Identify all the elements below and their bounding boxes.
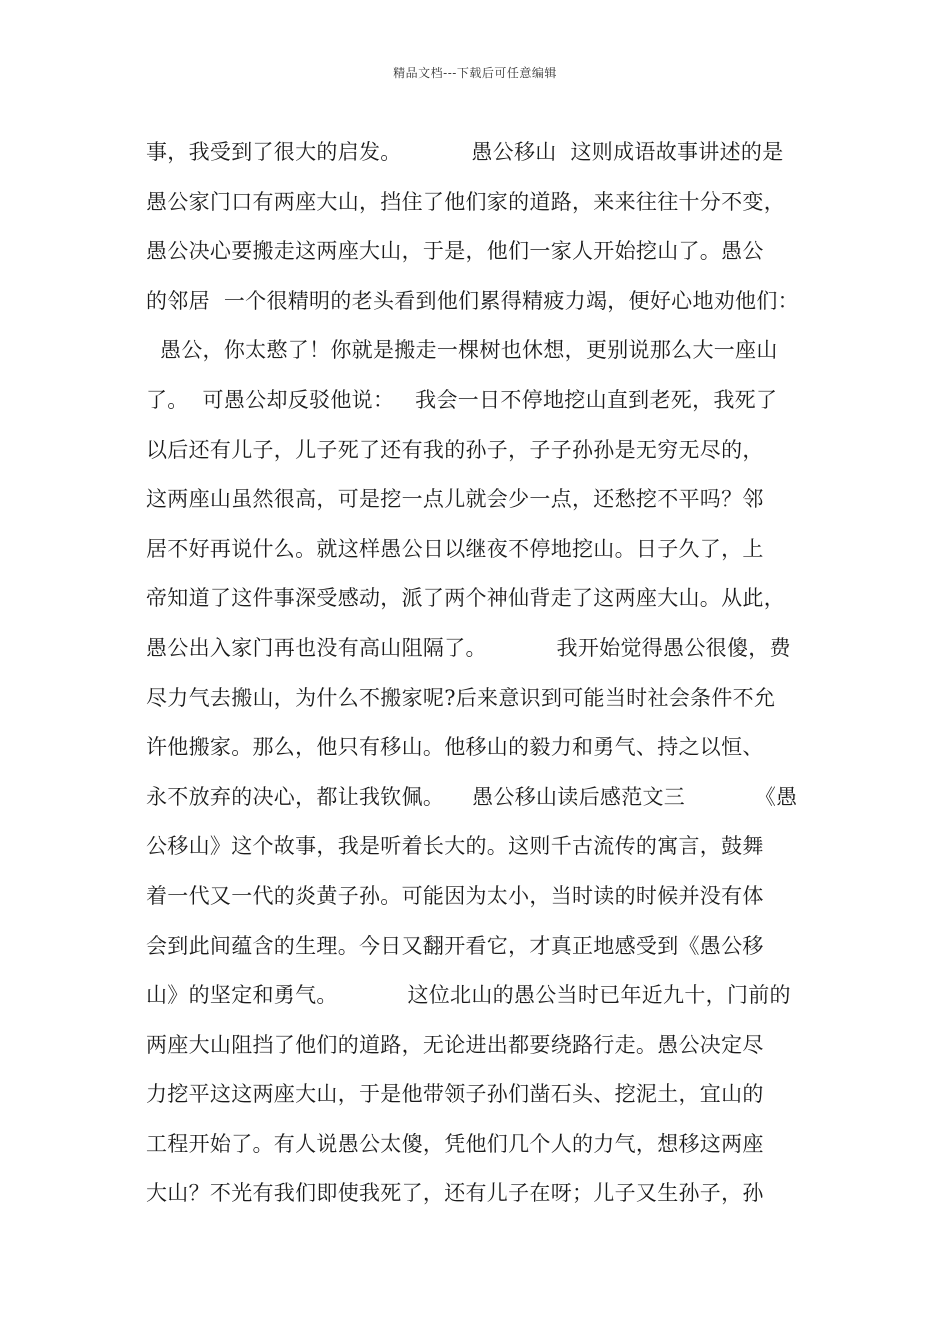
text-line: 尽力气去搬山，为什么不搬家呢?后来意识到可能当时社会条件不允	[146, 685, 776, 710]
text-line: 这两座山虽然很高，可是挖一点儿就会少一点，还愁挖不平吗？邻	[146, 487, 764, 512]
text-line: 着一代又一代的炎黄子孙。可能因为太小，当时读的时候并没有体	[146, 883, 764, 908]
text-line: 帝知道了这件事深受感动，派了两个神仙背走了这两座大山。从此，	[146, 586, 785, 611]
text-line: 公移山》这个故事，我是听着长大的。这则千古流传的寓言，鼓舞	[146, 834, 764, 859]
text-line: 力挖平这这两座大山，于是他带领子孙们凿石头、挖泥土，宜山的	[146, 1082, 764, 1107]
page-header: 精品文档---下载后可任意编辑	[393, 66, 557, 80]
text-line: 愚公决心要搬走这两座大山，于是，他们一家人开始挖山了。愚公	[146, 239, 764, 264]
text-line: 愚公家门口有两座大山，挡住了他们家的道路，来来往往十分不变，	[146, 189, 785, 214]
text-line: 了。 可愚公却反驳他说： 我会一日不停地挖山直到老死，我死了	[146, 387, 778, 412]
text-line: 大山？不光有我们即使我死了，还有儿子在呀；儿子又生孙子，孙	[146, 1181, 764, 1206]
text-line: 事，我受到了很大的启发。 愚公移山 这则成语故事讲述的是	[146, 140, 784, 164]
text-line: 居不好再说什么。就这样愚公日以继夜不停地挖山。日子久了，上	[146, 536, 764, 561]
text-line: 愚公，你太憨了！你就是搬走一棵树也休想，更别说那么大一座山	[146, 338, 778, 363]
text-line: 的邻居 一个很精明的老头看到他们累得精疲力竭，便好心地劝他们：	[146, 288, 799, 313]
text-line: 永不放弃的决心，都让我钦佩。 愚公移山读后感范文三 《愚	[146, 784, 798, 809]
document-body	[146, 128, 826, 1219]
text-line: 以后还有儿子，儿子死了还有我的孙子，子子孙孙是无穷无尽的，	[146, 437, 764, 462]
text-line: 愚公出入家门再也没有高山阻隔了。 我开始觉得愚公很傻，费	[146, 635, 791, 660]
text-line: 许他搬家。那么，他只有移山。他移山的毅力和勇气、持之以恒、	[146, 735, 764, 760]
text-line: 会到此间蕴含的生理。今日又翻开看它，才真正地感受到《愚公移	[146, 933, 764, 958]
text-line: 两座大山阻挡了他们的道路，无论进出都要绕路行走。愚公决定尽	[146, 1032, 764, 1057]
text-line: 工程开始了。有人说愚公太傻，凭他们几个人的力气，想移这两座	[146, 1131, 764, 1156]
text-line: 山》的坚定和勇气。 这位北山的愚公当时已年近九十，门前的	[146, 983, 791, 1008]
